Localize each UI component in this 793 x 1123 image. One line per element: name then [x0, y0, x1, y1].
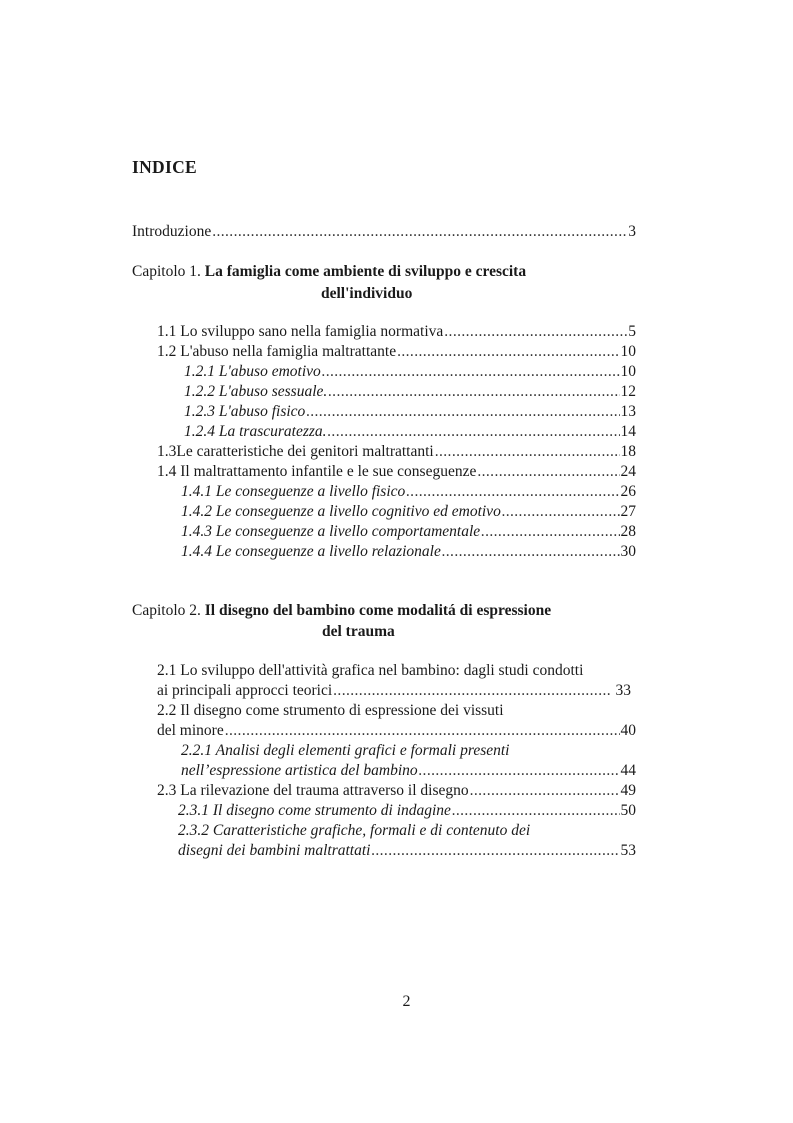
toc-entry-label: 1.4 Il maltrattamento infantile e le sue conseguenze [157, 463, 477, 480]
toc-entry-label: 1.2.3 L'abuso fisico [184, 403, 306, 420]
toc-entry-page: 13 [620, 403, 636, 420]
toc-leader-dots [435, 442, 620, 462]
toc-leader-dots [502, 502, 620, 522]
toc-entry-2-3[interactable] [157, 781, 636, 801]
chapter-1-title: La famiglia come ambiente di sviluppo e crescita [204, 263, 527, 280]
toc-leader-dots [328, 422, 620, 442]
toc-entry-page: 44 [620, 762, 636, 779]
toc-entry-1-4[interactable] [157, 462, 636, 482]
toc-leader-dots [328, 382, 619, 402]
page-number: 2 [402, 993, 411, 1010]
toc-entry-label: 1.4.4 Le conseguenze a livello relazionale [181, 543, 441, 560]
toc-entry-1-1[interactable] [157, 322, 636, 342]
chapter-2-heading [132, 601, 551, 621]
toc-entry-page: 24 [620, 463, 636, 480]
toc-entry-page: 49 [620, 782, 636, 799]
toc-entry-page: 10 [620, 343, 636, 360]
chapter-1-heading [132, 262, 526, 282]
toc-entry-label: 1.2.2 L'abuso sessuale. [184, 383, 328, 400]
toc-entry-label: 1.4.3 Le conseguenze a livello comportamentale [181, 523, 481, 540]
toc-entry-page: 26 [620, 483, 636, 500]
toc-entry-page: 27 [620, 503, 636, 520]
toc-entry-1-4-1[interactable] [181, 482, 636, 502]
toc-leader-dots [442, 542, 620, 562]
toc-entry-page: 3 [628, 223, 636, 240]
chapter-2-title-continued: del trauma [322, 623, 395, 640]
toc-entry-2-2-1[interactable] [181, 761, 636, 781]
toc-entry-page: 30 [620, 543, 636, 560]
toc-entry-label: 1.2 L'abuso nella famiglia maltrattante [157, 343, 397, 360]
toc-entry-label: 1.1 Lo sviluppo sano nella famiglia normativa [157, 323, 444, 340]
chapter-1-title-continued: dell'individuo [321, 285, 413, 302]
toc-entry-page: 10 [620, 363, 636, 380]
toc-entry-1-4-3[interactable] [181, 522, 636, 542]
toc-leader-dots [419, 761, 620, 781]
toc-leader-dots [306, 402, 619, 422]
toc-entry-label: disegni dei bambini maltrattati [178, 842, 371, 859]
toc-entry-label: nell’espressione artistica del bambino [181, 762, 418, 779]
toc-entry-page: 14 [620, 423, 636, 440]
toc-entry-introduzione[interactable] [132, 222, 636, 242]
toc-entry-1-2-2[interactable] [184, 382, 636, 402]
toc-entry-2-1-line1[interactable]: 2.1 Lo sviluppo dell'attività grafica nel bambino: dagli studi condotti [157, 662, 584, 679]
toc-leader-dots [452, 801, 620, 821]
toc-entry-2-2[interactable] [157, 721, 636, 741]
toc-leader-dots [371, 841, 619, 861]
toc-leader-dots [333, 681, 610, 701]
toc-entry-1-2-1[interactable] [184, 362, 636, 382]
chapter-2-title: Il disegno del bambino come modalitá di espressione [204, 602, 552, 619]
toc-leader-dots [212, 222, 627, 242]
toc-entry-1-4-4[interactable] [181, 542, 636, 562]
toc-entry-label: 1.2.4 La trascuratezza. [184, 423, 327, 440]
chapter-2-prefix: Capitolo 2. [132, 602, 205, 619]
toc-entry-page: 12 [620, 383, 636, 400]
toc-entry-label: 1.4.1 Le conseguenze a livello fisico [181, 483, 406, 500]
toc-entry-2-2-1-line1[interactable]: 2.2.1 Analisi degli elementi grafici e formali presenti [181, 742, 510, 759]
toc-leader-dots [225, 721, 620, 741]
toc-entry-label: 2.3 La rilevazione del trauma attraverso il disegno [157, 782, 469, 799]
toc-entry-label: ai principali approcci teorici [157, 682, 333, 699]
toc-entry-2-2-line1[interactable]: 2.2 Il disegno come strumento di espressione dei vissuti [157, 702, 504, 719]
toc-entry-1-4-2[interactable] [181, 502, 636, 522]
toc-entry-page: 33 [615, 682, 631, 699]
toc-entry-label: 1.4.2 Le conseguenze a livello cognitivo ed emotivo [181, 503, 501, 520]
toc-leader-dots [397, 342, 619, 362]
toc-leader-dots [406, 482, 619, 502]
toc-entry-page: 28 [620, 523, 636, 540]
toc-entry-page: 18 [620, 443, 636, 460]
toc-entry-label: 1.2.1 L'abuso emotivo [184, 363, 321, 380]
toc-entry-1-3[interactable] [157, 442, 636, 462]
toc-leader-dots [477, 462, 619, 482]
toc-entry-label: del minore [157, 722, 224, 739]
toc-entry-2-3-2[interactable] [178, 841, 636, 861]
toc-entry-page: 40 [620, 722, 636, 739]
page-title: INDICE [132, 157, 198, 177]
toc-entry-label: 2.3.1 Il disegno come strumento di indagine [178, 802, 451, 819]
toc-leader-dots [470, 781, 620, 801]
toc-entry-2-3-2-line1[interactable]: 2.3.2 Caratteristiche grafiche, formali e di contenuto dei [178, 822, 531, 839]
toc-entry-label: 1.3Le caratteristiche dei genitori maltrattanti [157, 443, 434, 460]
toc-entry-1-2-3[interactable] [184, 402, 636, 422]
toc-entry-1-2[interactable] [157, 342, 636, 362]
toc-entry-2-1[interactable] [157, 681, 631, 701]
toc-entry-2-3-1[interactable] [178, 801, 636, 821]
toc-entry-page: 53 [620, 842, 636, 859]
toc-leader-dots [444, 322, 627, 342]
toc-entry-page: 50 [620, 802, 636, 819]
toc-entry-page: 5 [628, 323, 636, 340]
toc-leader-dots [322, 362, 620, 382]
toc-entry-1-2-4[interactable] [184, 422, 636, 442]
toc-entry-label: Introduzione [132, 223, 212, 240]
toc-leader-dots [481, 522, 619, 542]
chapter-1-prefix: Capitolo 1. [132, 263, 205, 280]
